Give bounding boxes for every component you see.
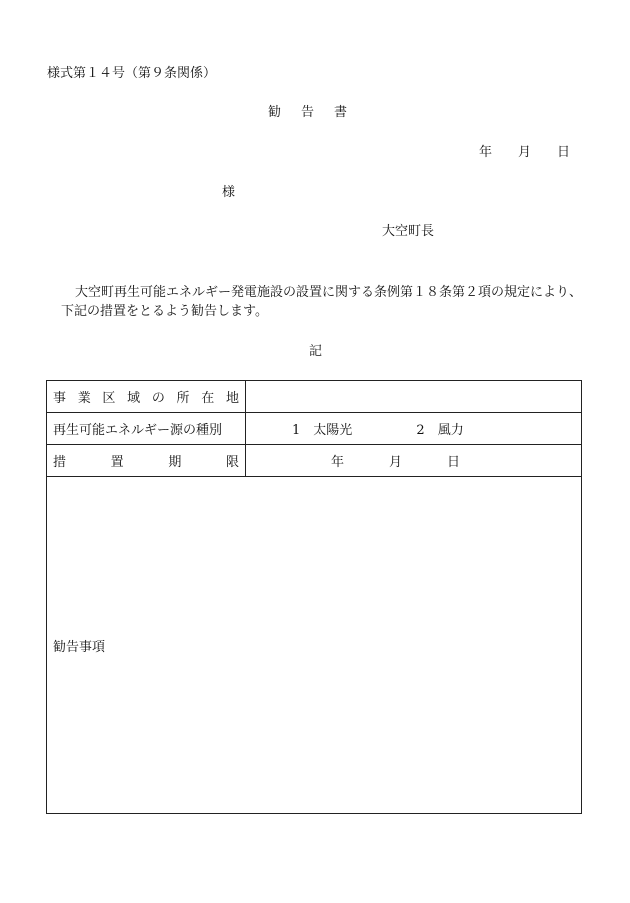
deadline-day: 日: [447, 455, 461, 470]
issue-date-line: [479, 145, 570, 161]
energy-type-label: 再生可能エネルギー源の種別: [47, 413, 246, 445]
deadline-year: 年: [331, 455, 345, 470]
issuer-name: 大空町長: [382, 224, 435, 239]
location-value-cell[interactable]: [246, 381, 582, 413]
issue-date-day: 日: [557, 145, 571, 160]
deadline-value-cell[interactable]: [246, 445, 582, 477]
deadline-label: 措置期限: [47, 445, 246, 477]
title-char-3: 書: [334, 105, 348, 120]
title-char-1: 勧: [268, 105, 282, 120]
table-row-deadline: [47, 445, 582, 477]
energy-option-solar[interactable]: 1 太陽光: [292, 423, 353, 438]
table-row-energy-type: [47, 413, 582, 445]
recommendation-form-table: [46, 380, 582, 814]
location-label: 事業区域の所在地: [47, 381, 246, 413]
deadline-month: 月: [389, 455, 403, 470]
issue-date-month: 月: [518, 145, 532, 160]
recommendation-cell[interactable]: [47, 477, 582, 814]
body-text-line-1: 大空町再生可能エネルギー発電施設の設置に関する条例第１８条第２項の規定により、: [75, 285, 583, 300]
body-text-line-2: 下記の措置をとるよう勧告します。: [61, 304, 268, 319]
table-row-recommendation: [47, 477, 582, 814]
form-number: 様式第１４号（第９条関係）: [47, 66, 217, 81]
addressee-suffix: 様: [222, 185, 236, 200]
document-title: [268, 105, 347, 121]
table-row-location: [47, 381, 582, 413]
energy-option-wind[interactable]: 2 風力: [416, 423, 464, 438]
recommendation-label: 勧告事項: [53, 639, 106, 655]
title-char-2: 告: [301, 105, 315, 120]
ki-heading: 記: [309, 344, 323, 359]
energy-type-options: [246, 413, 582, 445]
issue-date-year: 年: [479, 145, 493, 160]
